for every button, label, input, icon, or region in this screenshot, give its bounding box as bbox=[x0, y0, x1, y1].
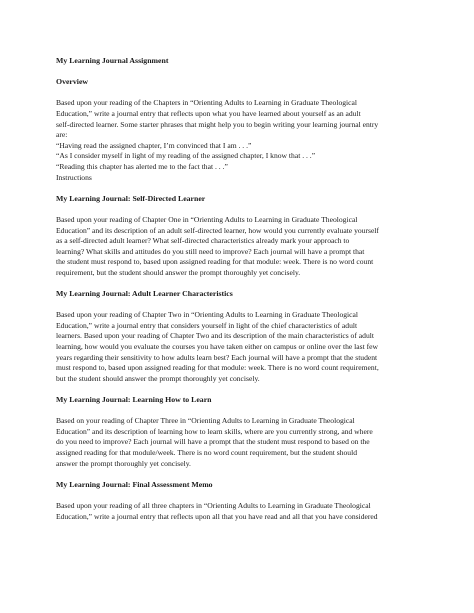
paragraph-line: but the student should answer the prompt thoroughly yet concisely. bbox=[56, 373, 260, 383]
paragraph-line: requirement, but the student should answer the prompt thoroughly yet concisely. bbox=[56, 267, 301, 277]
instructions-label: Instructions bbox=[56, 172, 92, 182]
spacer bbox=[56, 300, 432, 311]
paragraph-line: as a self-directed adult learner? What self-directed characteristics already mark your approach to bbox=[56, 236, 350, 246]
final-assessment-memo-section bbox=[56, 480, 432, 522]
paragraph-line: Based upon your reading of Chapter Two in “Orienting Adults to Learning in Graduate Theological bbox=[56, 310, 359, 320]
section-heading: My Learning Journal: Final Assessment Memo bbox=[56, 479, 213, 489]
section-heading: My Learning Journal: Learning How to Learn bbox=[56, 395, 212, 404]
section-heading: My Learning Journal: Self-Directed Learner bbox=[56, 193, 206, 203]
overview-heading: Overview bbox=[56, 77, 89, 87]
starter-phrase: “Reading this chapter has alerted me to the fact that . . .” bbox=[56, 161, 228, 171]
paragraph-line: do you need to improve? Each journal will have a prompt that the student must respond to based on the bbox=[56, 437, 370, 447]
document-page bbox=[56, 56, 432, 522]
starter-phrase: “As I consider myself in light of my reading of the assigned chapter, I know that . . .” bbox=[56, 151, 316, 161]
paragraph-line: learning? What skills and attitudes do you still need to improve? Each journal will have a prompt that bbox=[56, 246, 365, 256]
section-heading: My Learning Journal: Adult Learner Characteristics bbox=[56, 289, 233, 299]
spacer bbox=[56, 490, 432, 501]
paragraph-line: answer the prompt thoroughly yet concisely. bbox=[56, 458, 191, 468]
spacer bbox=[56, 406, 432, 417]
paragraph-line: Based upon your reading of the Chapters in “Orienting Adults to Learning in Graduate Theological bbox=[56, 98, 358, 108]
starter-phrase: “Having read the assigned chapter, I’m convinced that I am . . .” bbox=[56, 140, 252, 150]
paragraph-line: learning, how would you evaluate the courses you have taken either on campus or online over the last few bbox=[56, 342, 379, 352]
paragraph-line: Based upon your reading of Chapter One in “Orienting Adults to Learning in Graduate Theological bbox=[56, 214, 358, 224]
learning-how-to-learn-section bbox=[56, 395, 432, 469]
paragraph-line: Education” and its description of an adult self-directed learner, how would you currently evaluate yourself bbox=[56, 225, 379, 235]
spacer bbox=[56, 183, 432, 194]
paragraph-line: Education,” write a journal entry that considers yourself in light of the chief characteristics of adult bbox=[56, 320, 358, 330]
spacer bbox=[56, 67, 432, 78]
document-title: My Learning Journal Assignment bbox=[56, 56, 169, 65]
paragraph-line: are: bbox=[56, 130, 68, 140]
paragraph-line: Education” and its description of learning how to learn skills, where are you currently strong, and where bbox=[56, 426, 373, 436]
paragraph-line: years regarding their sensitivity to how adults learn best? Each journal will have a prompt that the student bbox=[56, 352, 378, 362]
spacer bbox=[56, 88, 432, 99]
paragraph-line: must respond to, based upon assigned reading for that module: week. There is no word count requirement, bbox=[56, 363, 379, 373]
overview-section bbox=[56, 77, 432, 183]
adult-learner-characteristics-section bbox=[56, 289, 432, 384]
spacer bbox=[56, 384, 432, 395]
paragraph-line: Based upon your reading of all three chapters in “Orienting Adults to Learning in Graduate Theological bbox=[56, 500, 371, 510]
spacer bbox=[56, 469, 432, 480]
paragraph-line: Based on your reading of Chapter Three in “Orienting Adults to Learning in Graduate Theological bbox=[56, 416, 355, 426]
paragraph-line: Education,” write a journal entry that reflects upon what you have learned about yourself as an adult bbox=[56, 108, 361, 118]
paragraph-line: Education,” write a journal entry that reflects upon all that you have read and all that you have considered bbox=[56, 511, 378, 521]
paragraph-line: the student must respond to, based upon assigned reading for that module: week. There is no word count bbox=[56, 257, 374, 267]
paragraph-line: assigned reading for that module/week. There is no word count requirement, but the student should bbox=[56, 447, 358, 457]
paragraph-line: self-directed learner. Some starter phrases that might help you to begin writing your learning journal entry bbox=[56, 119, 379, 129]
spacer bbox=[56, 204, 432, 215]
paragraph-line: learners. Based upon your reading of Chapter Two and its description of the main characteristics of adult bbox=[56, 331, 374, 341]
self-directed-learner-section bbox=[56, 194, 432, 279]
spacer bbox=[56, 278, 432, 289]
